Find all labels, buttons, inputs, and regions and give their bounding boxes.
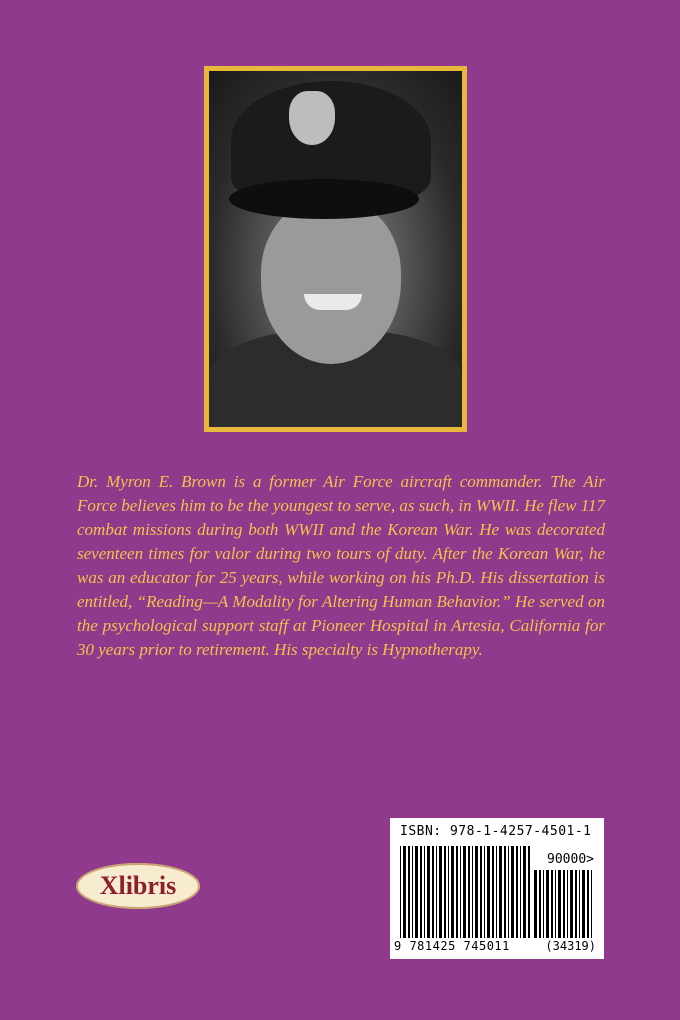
barcode-bar (508, 846, 509, 938)
barcode-bar (558, 870, 561, 938)
barcode-bar (480, 846, 482, 938)
barcode-bar (511, 846, 514, 938)
barcode-bar (528, 846, 530, 938)
barcode-bar (539, 870, 541, 938)
barcode-box (390, 818, 604, 959)
barcode-bar (400, 846, 401, 938)
barcode-bar (492, 846, 494, 938)
barcode-bar (456, 846, 458, 938)
barcode-addon-icon (534, 870, 594, 938)
barcode-bar (575, 870, 577, 938)
face-shape (261, 199, 401, 364)
barcode-bar (570, 870, 573, 938)
barcode-bar (448, 846, 449, 938)
visor-shape (229, 179, 419, 219)
barcode-bar (551, 870, 553, 938)
barcode-bar (460, 846, 461, 938)
barcode-bar (546, 870, 549, 938)
barcode-bar (403, 846, 406, 938)
barcode-bar (563, 870, 565, 938)
barcode-bar (591, 870, 592, 938)
ean-digits: 9 781425 745011 (394, 939, 510, 953)
barcode-bar (444, 846, 446, 938)
publisher-logo-text: Xlibris (99, 871, 177, 900)
barcode-bar (516, 846, 518, 938)
cap-badge-icon (289, 91, 335, 145)
barcode-bar (587, 870, 589, 938)
barcode-bar (496, 846, 497, 938)
author-bio: Dr. Myron E. Brown is a former Air Force aircraft commander. The Air Force believes him to be the youngest to serve, as such, in WWII. He flew 117 combat missions during both WWII and the Korean War. He was decorated seventeen times for valor during two tours of duty. After the Korean War, he was an educator for 25 years, while working on his Ph.D. His dissertation is entitled, “Reading—A Modality for Altering Human Behavior.” He served on the psychological support staff at Pioneer Hospital in Artesia, California for 30 years prior to retirement. His specialty is Hypnotherapy. (77, 472, 605, 659)
smile-shape (304, 294, 362, 310)
barcode-bar (432, 846, 434, 938)
barcode-bar (468, 846, 470, 938)
barcode-bar (472, 846, 473, 938)
author-photo (209, 71, 462, 427)
barcode-bar (424, 846, 425, 938)
price-code: 90000> (547, 852, 594, 867)
addon-code: (34319) (545, 939, 596, 953)
barcode-bar (436, 846, 437, 938)
barcode-bar (499, 846, 502, 938)
barcode-bar (484, 846, 485, 938)
barcode-bar (504, 846, 506, 938)
barcode-bar (420, 846, 422, 938)
barcode-bar (523, 846, 526, 938)
isbn-label: ISBN: 978-1-4257-4501-1 (400, 824, 592, 839)
barcode-bar (582, 870, 585, 938)
publisher-logo (76, 863, 200, 909)
barcode-bar (567, 870, 568, 938)
barcode-bar (534, 870, 537, 938)
author-photo-frame (204, 66, 467, 432)
barcode-bar (415, 846, 418, 938)
barcode-bar (451, 846, 454, 938)
barcode-bar (520, 846, 521, 938)
barcode-bar (475, 846, 478, 938)
barcode-main-icon (400, 846, 530, 938)
barcode-bar (439, 846, 442, 938)
barcode-bar (487, 846, 490, 938)
barcode-bar (579, 870, 580, 938)
barcode-bar (543, 870, 544, 938)
barcode-bar (412, 846, 413, 938)
barcode-bar (427, 846, 430, 938)
barcode-bar (408, 846, 410, 938)
barcode-bar (463, 846, 466, 938)
barcode-bar (555, 870, 556, 938)
